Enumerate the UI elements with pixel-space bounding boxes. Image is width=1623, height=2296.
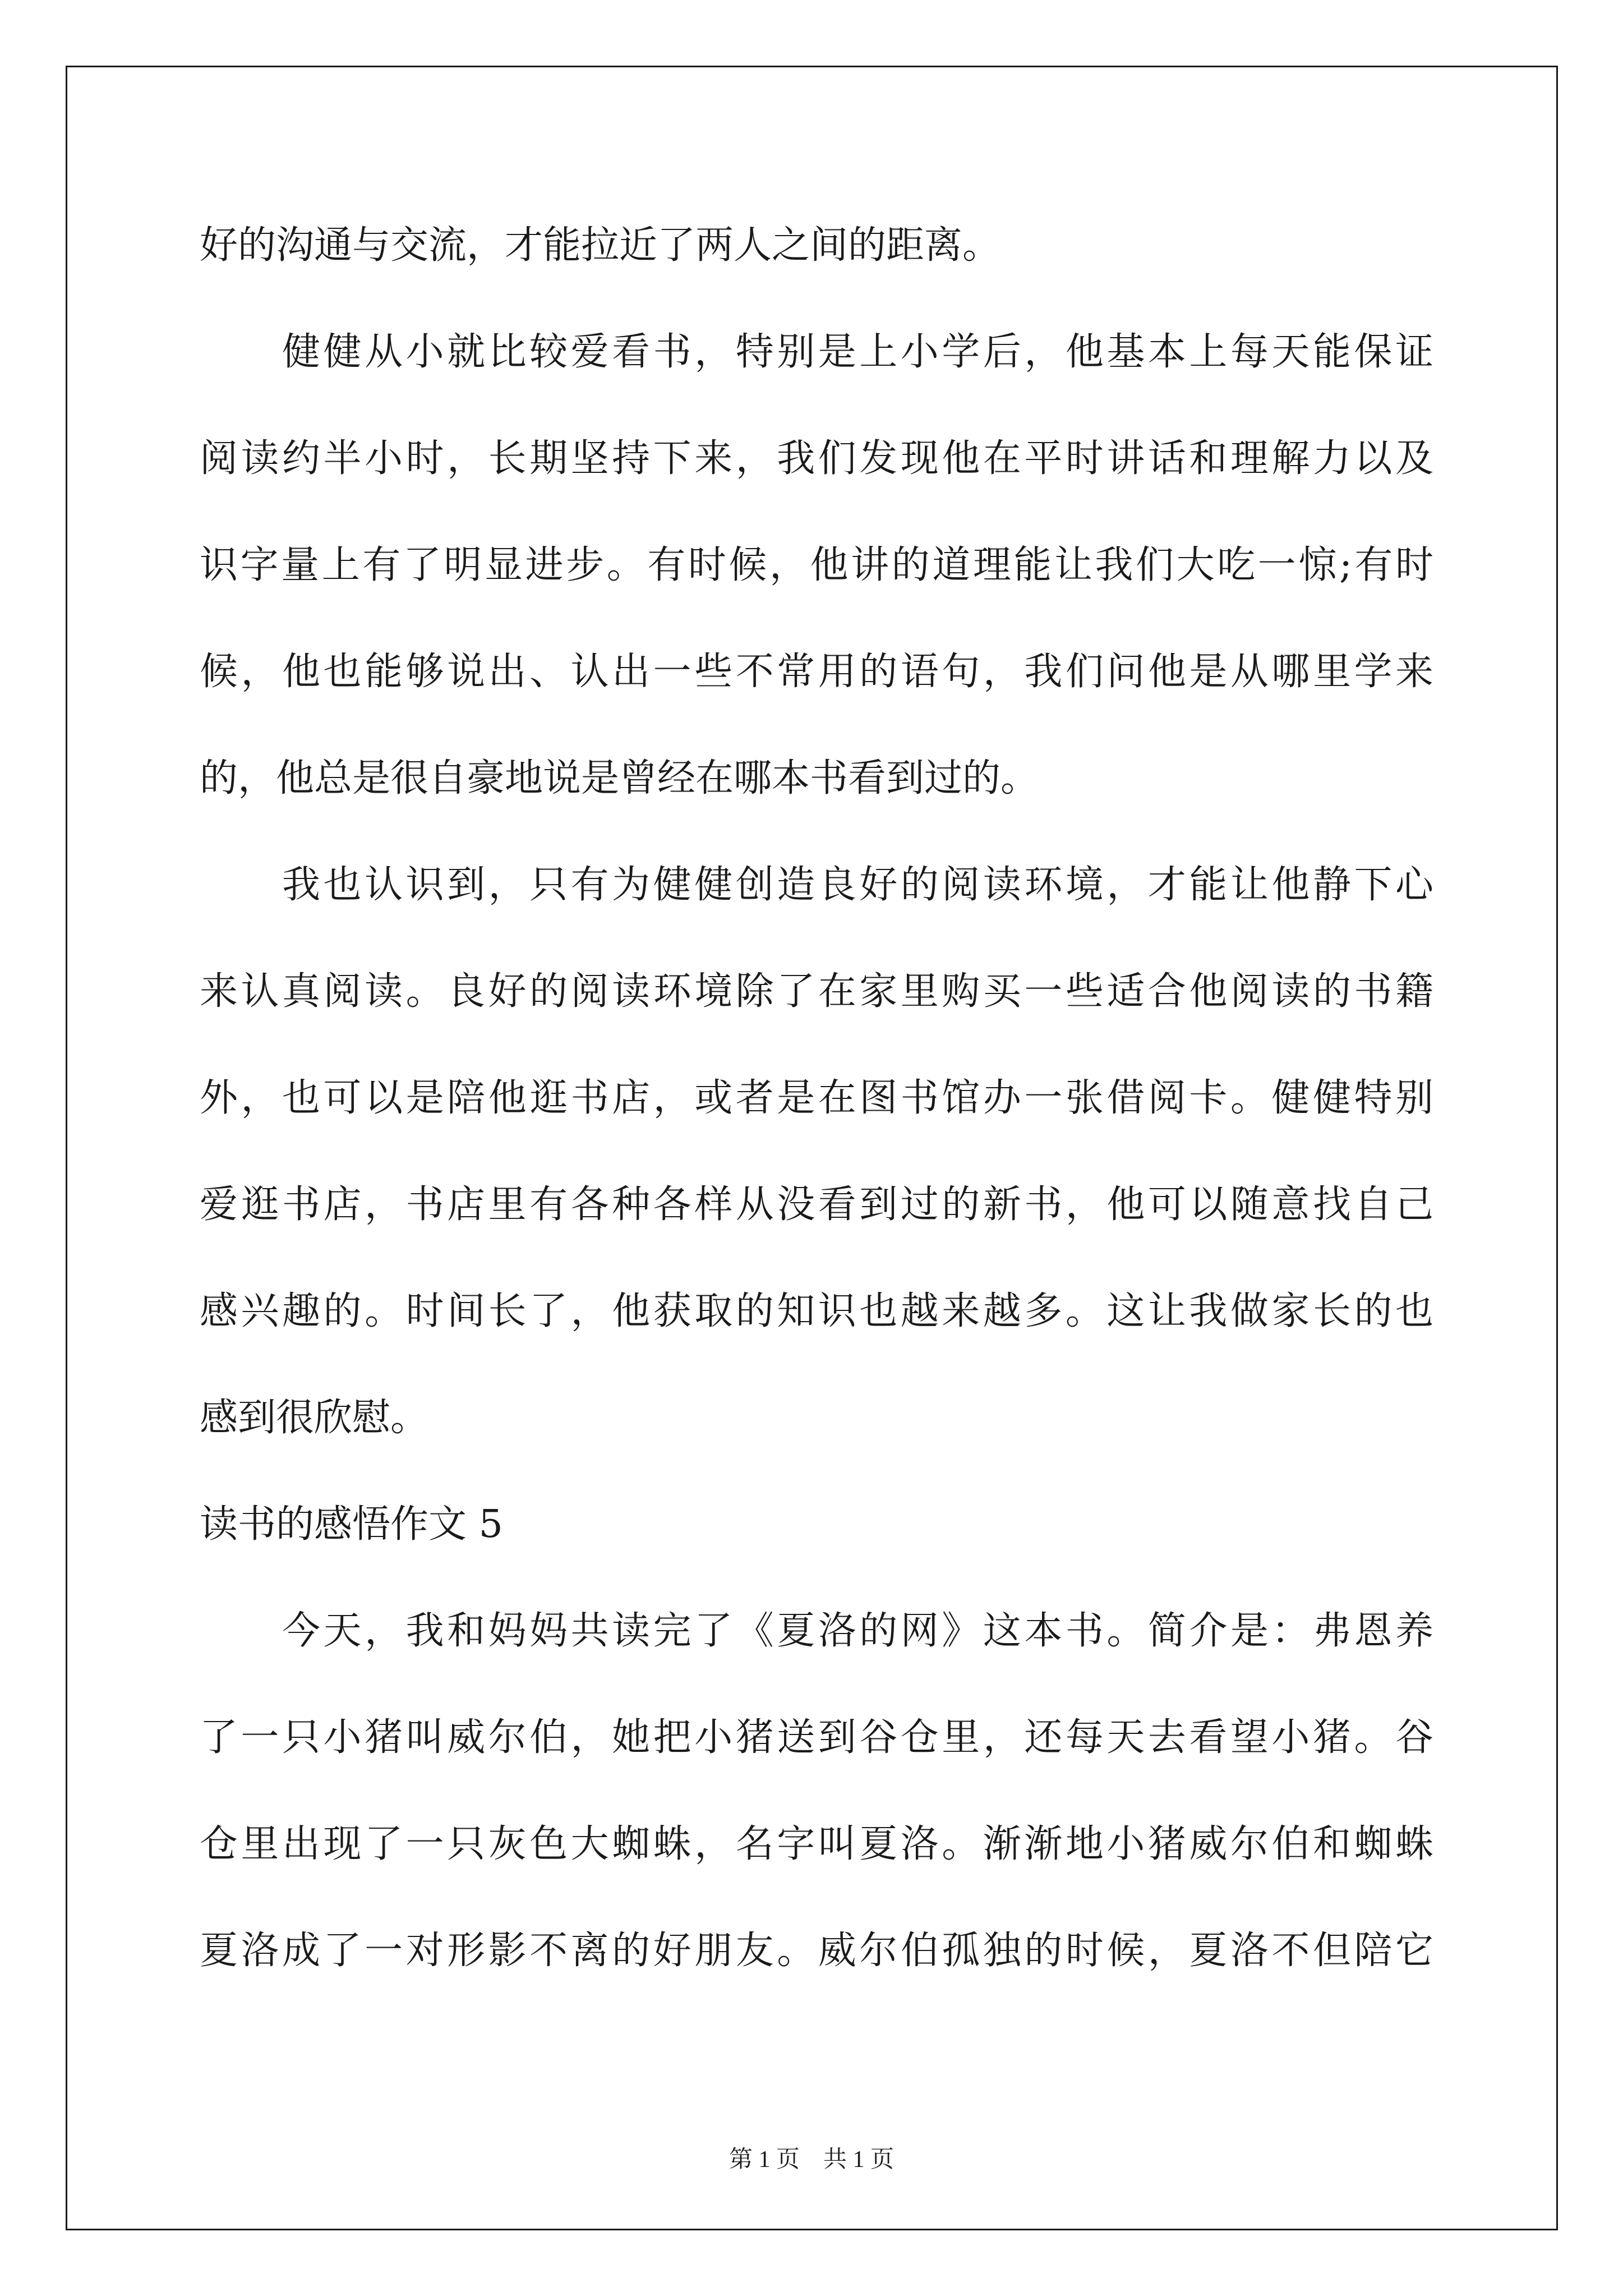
text-line: 候，他也能够说出、认出一些不常用的语句，我们问他是从哪里学来 bbox=[200, 650, 1433, 694]
page-footer: 第 1 页 共 1 页 bbox=[728, 2147, 894, 2173]
text-line: 感到很欣慰。 bbox=[200, 1396, 429, 1440]
text-line: 感兴趣的。时间长了，他获取的知识也越来越多。这让我做家长的也 bbox=[200, 1289, 1433, 1333]
text-line: 来认真阅读。良好的阅读环境除了在家里购买一些适合他阅读的书籍 bbox=[200, 969, 1433, 1014]
section-heading: 读书的感悟作文 5 bbox=[200, 1502, 503, 1547]
text-line: 阅读约半小时，长期坚持下来，我们发现他在平时讲话和理解力以及 bbox=[200, 436, 1433, 481]
text-line: 识字量上有了明显进步。有时候，他讲的道理能让我们大吃一惊;有时 bbox=[200, 543, 1433, 587]
text-line: 今天，我和妈妈共读完了《夏洛的网》这本书。简介是：弗恩养 bbox=[200, 1609, 1433, 1653]
text-line: 外，也可以是陪他逛书店，或者是在图书馆办一张借阅卡。健健特别 bbox=[200, 1076, 1433, 1120]
page-border bbox=[66, 66, 1558, 2230]
text-line: 的，他总是很自豪地说是曾经在哪本书看到过的。 bbox=[200, 756, 1039, 800]
text-line: 我也认识到，只有为健健创造良好的阅读环境，才能让他静下心 bbox=[200, 863, 1433, 907]
text-line: 仓里出现了一只灰色大蜘蛛，名字叫夏洛。渐渐地小猪威尔伯和蜘蛛 bbox=[200, 1822, 1433, 1866]
text-line: 健健从小就比较爱看书，特别是上小学后，他基本上每天能保证 bbox=[200, 330, 1433, 374]
text-line: 了一只小猪叫威尔伯，她把小猪送到谷仓里，还每天去看望小猪。谷 bbox=[200, 1715, 1433, 1760]
text-line: 夏洛成了一对形影不离的好朋友。威尔伯孤独的时候，夏洛不但陪它 bbox=[200, 1929, 1433, 1973]
text-line: 爱逛书店，书店里有各种各样从没看到过的新书，他可以随意找自己 bbox=[200, 1182, 1433, 1227]
text-line: 好的沟通与交流，才能拉近了两人之间的距离。 bbox=[200, 223, 1001, 268]
